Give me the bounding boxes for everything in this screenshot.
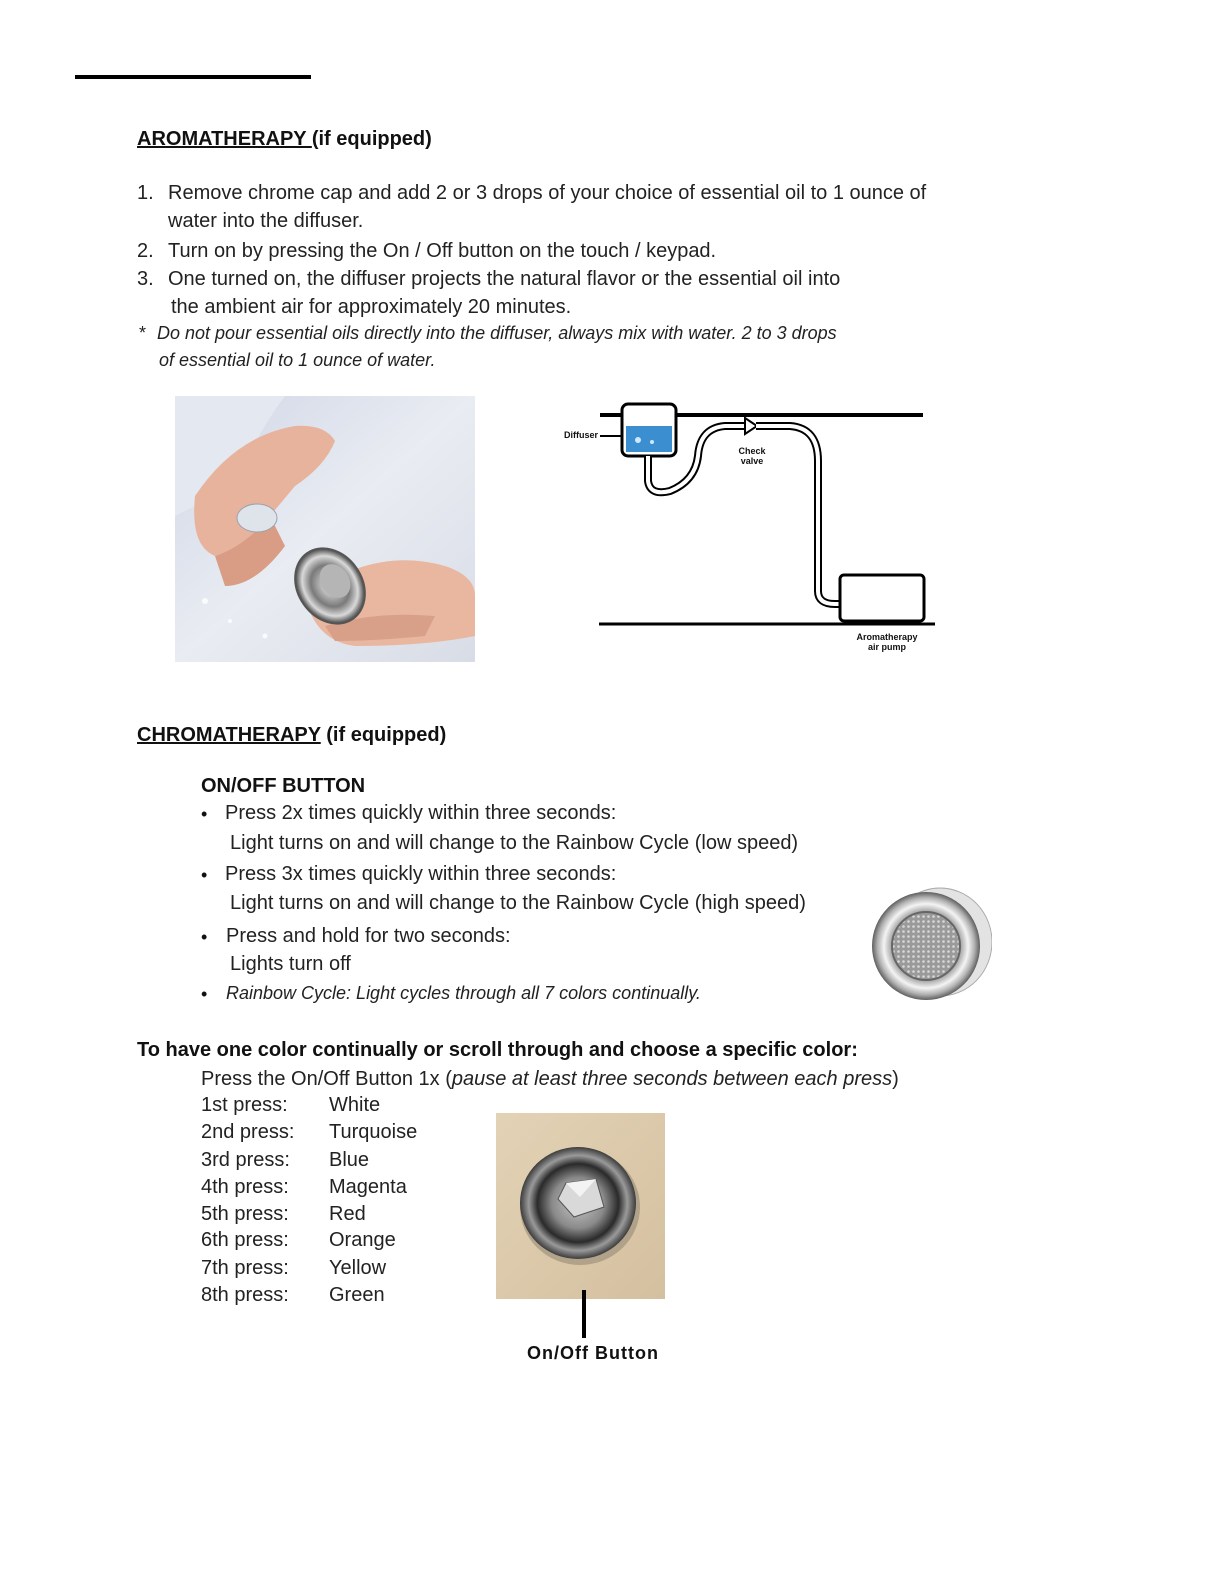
press-label: 5th press: — [201, 1203, 289, 1225]
check-valve-label-1: Check — [738, 446, 766, 456]
color-select-instruction — [201, 1068, 899, 1091]
chromatherapy-heading — [137, 724, 446, 747]
press-color: Red — [329, 1203, 366, 1225]
press-color: Orange — [329, 1229, 396, 1251]
aroma-step-1-num: 1. — [137, 182, 154, 204]
instruction-italic: pause at least three seconds between each press — [451, 1068, 893, 1090]
color-select-heading: To have one color continually or scroll through and choose a specific color: — [137, 1039, 858, 1061]
diffuser-label: Diffuser — [563, 430, 598, 440]
aroma-note-line2: of essential oil to 1 ounce of water. — [159, 350, 436, 370]
chromatherapy-title: CHROMATHERAPY — [137, 724, 321, 746]
chroma-bullet-2-line1: Press 3x times quickly within three seconds: — [225, 863, 617, 885]
chroma-bullet-1-line2: Light turns on and will change to the Rainbow Cycle (low speed) — [230, 832, 799, 854]
aroma-step-2-line1: Turn on by pressing the On / Off button on the touch / keypad. — [168, 240, 717, 262]
bullet-dot: • — [201, 865, 208, 885]
aroma-note-line1: Do not pour essential oils directly into the diffuser, always mix with water. 2 to 3 drops — [157, 323, 837, 343]
aromatherapy-suffix: (if equipped) — [311, 128, 432, 150]
press-color: Blue — [329, 1149, 370, 1171]
press-label: 4th press: — [201, 1176, 289, 1198]
header-rule — [75, 75, 311, 79]
press-label: 8th press: — [201, 1284, 289, 1306]
aroma-step-1-line2: water into the diffuser. — [168, 210, 364, 232]
press-label: 7th press: — [201, 1257, 289, 1279]
chromatherapy-light-photo — [866, 884, 992, 1006]
aroma-step-3-line1: One turned on, the diffuser projects the natural flavor or the essential oil into — [168, 268, 841, 290]
chroma-bullet-3-line2: Lights turn off — [230, 953, 351, 975]
bullet-dot: • — [201, 804, 208, 824]
aroma-step-3-num: 3. — [137, 268, 154, 290]
press-color: White — [329, 1094, 381, 1116]
press-label: 6th press: — [201, 1229, 289, 1251]
check-valve-label-2: valve — [740, 456, 764, 466]
press-label: 3rd press: — [201, 1149, 290, 1171]
press-color: Yellow — [329, 1257, 387, 1279]
press-color: Turquoise — [329, 1121, 418, 1143]
aromatherapy-title: AROMATHERAPY — [137, 128, 312, 150]
instruction-prefix: Press the On/Off Button 1x ( — [201, 1068, 452, 1090]
press-label: 2nd press: — [201, 1121, 295, 1143]
pump-label-1: Aromatherapy — [856, 632, 918, 642]
chroma-bullet-1-line1: Press 2x times quickly within three seconds: — [225, 802, 617, 824]
pointer-arrow — [582, 1290, 586, 1338]
pump-label-2: air pump — [867, 642, 906, 652]
onoff-subheading: ON/OFF BUTTON — [201, 775, 366, 797]
press-label: 1st press: — [201, 1094, 288, 1116]
aromatherapy-heading — [137, 128, 432, 151]
bullet-dot: • — [201, 984, 208, 1004]
onoff-button-caption: On/Off Button — [527, 1343, 659, 1363]
diffuser-photo — [175, 396, 475, 662]
aroma-step-2-num: 2. — [137, 240, 154, 262]
press-color: Green — [329, 1284, 385, 1306]
aroma-note-star: * — [139, 323, 147, 343]
press-color: Magenta — [329, 1176, 407, 1198]
chroma-bullet-2-line2: Light turns on and will change to the Rainbow Cycle (high speed) — [230, 892, 806, 914]
chroma-bullet-4-line1: Rainbow Cycle: Light cycles through all 7 colors continually. — [226, 983, 701, 1003]
aroma-step-1-line1: Remove chrome cap and add 2 or 3 drops of your choice of essential oil to 1 ounce of — [168, 182, 927, 204]
aromatherapy-diagram — [560, 396, 940, 666]
onoff-button-photo — [496, 1113, 665, 1299]
bullet-dot: • — [201, 927, 208, 947]
chromatherapy-suffix: (if equipped) — [320, 724, 447, 746]
aroma-step-3-line2: the ambient air for approximately 20 minutes. — [171, 296, 572, 318]
instruction-suffix: ) — [892, 1068, 899, 1090]
chroma-bullet-3-line1: Press and hold for two seconds: — [226, 925, 511, 947]
